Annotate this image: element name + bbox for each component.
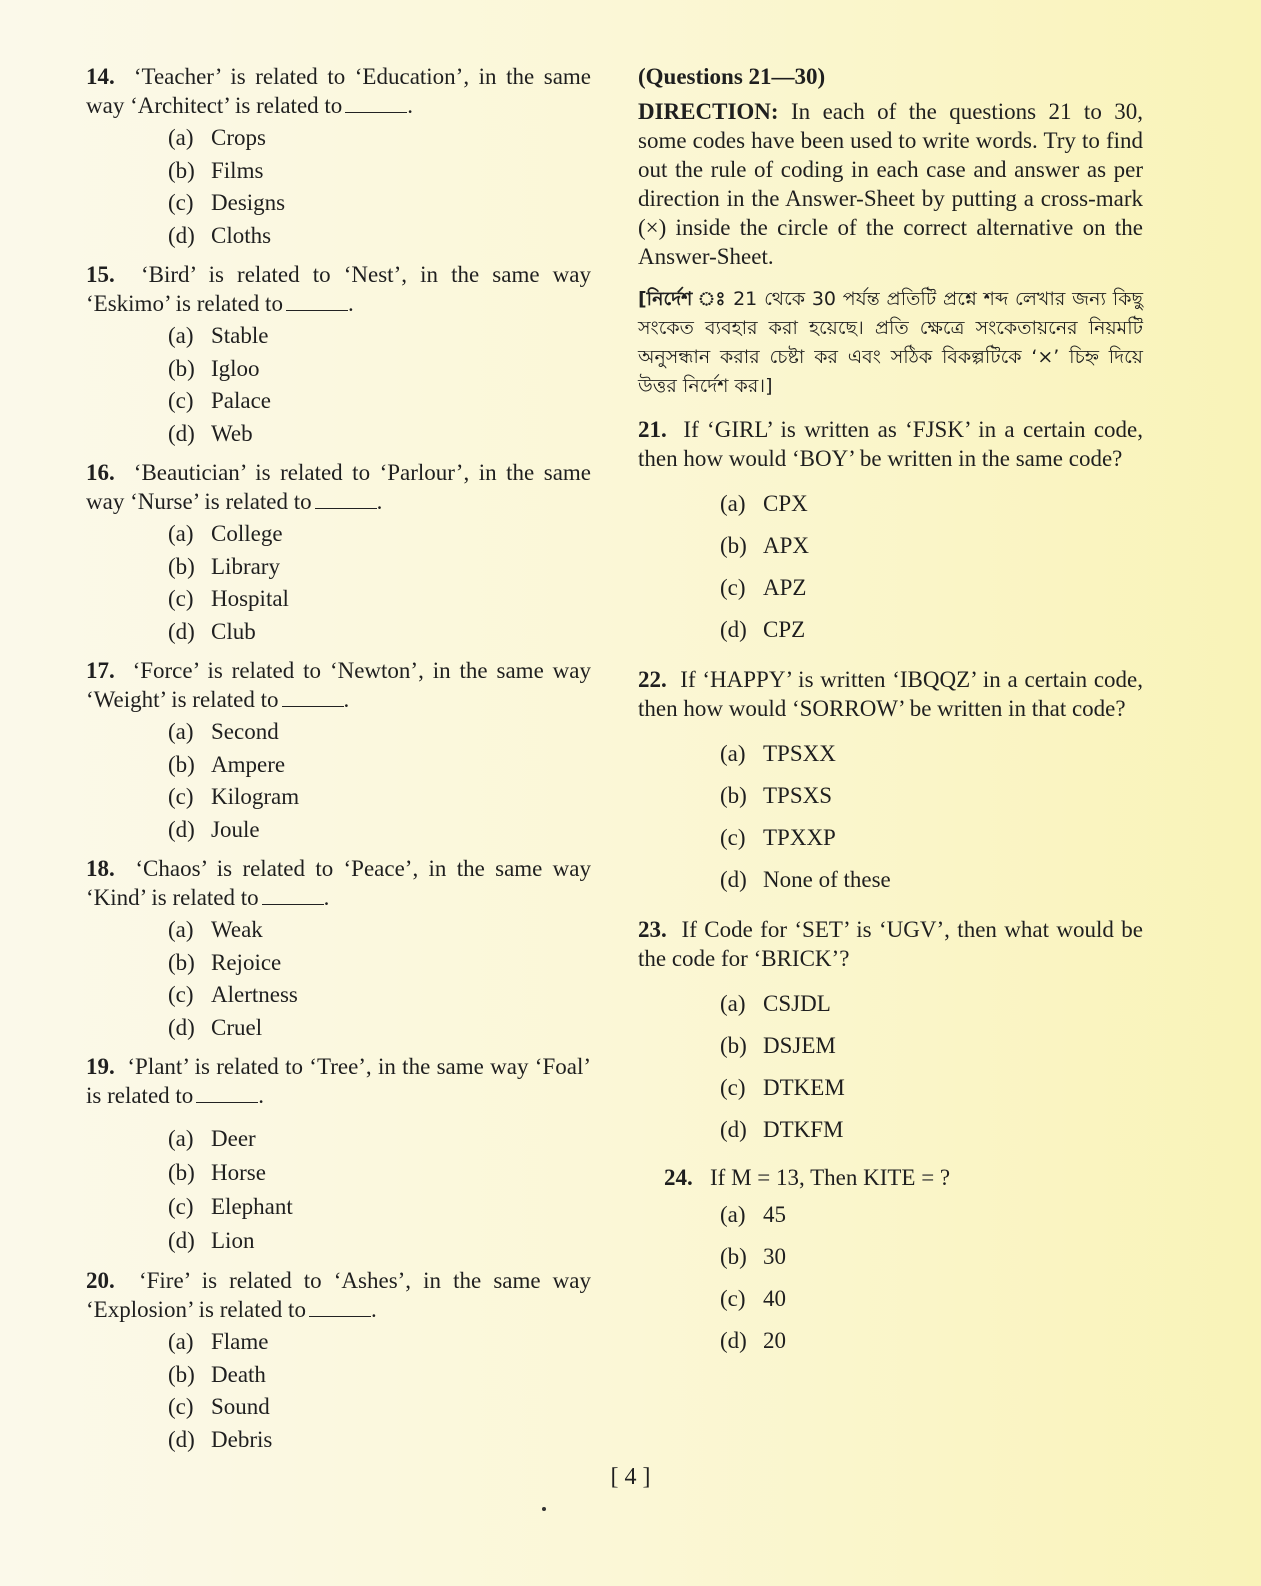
option: (c) TPXXP [720, 825, 836, 850]
options-list [168, 716, 591, 846]
options-list [720, 733, 1143, 901]
option: (a) CSJDL [720, 991, 831, 1016]
question-text: ‘Chaos’ is related to ‘Peace’, in the same way ‘Kind’ is related to [86, 856, 592, 910]
question-14: 14. ‘Teacher’ is related to ‘Education’, in the same way ‘Architect’ is related to . (a) Crops (b) Films (c) Designs (d) Cloths [86, 62, 591, 252]
option: (a) Stable [168, 323, 269, 348]
options-list [168, 914, 591, 1044]
options-list [720, 483, 1143, 651]
question-text: If ‘HAPPY’ is written ‘IBQQZ’ in a certain code, then how would ‘SORROW’ be written in that code? [638, 667, 1144, 721]
direction-text: DIRECTION: In each of the questions 21 to 30, some codes have been used to write words. Try to find out the rule of coding in each case and answer as per direction in the Answer-Sheet by putting a cross-mark (×) inside the circle of the correct alternative on the Answer-Sheet. [638, 99, 1143, 269]
question-15: 15. ‘Bird’ is related to ‘Nest’, in the same way ‘Eskimo’ is related to . (a) Stable (b) Igloo (c) Palace (d) Web [86, 260, 591, 450]
question-text: ‘Fire’ is related to ‘Ashes’, in the same way ‘Explosion’ is related to [86, 1268, 591, 1322]
option: (c) Hospital [168, 586, 289, 611]
question-text: If M = 13, Then KITE = ? [710, 1165, 951, 1190]
option: (d) Cruel [168, 1014, 263, 1040]
option: (d) Club [168, 618, 256, 644]
option: (b) Ampere [168, 751, 286, 777]
option: (a) 45 [720, 1202, 786, 1227]
option: (a) Second [168, 719, 279, 744]
option: (c) Sound [168, 1394, 270, 1419]
option: (a) TPSXX [720, 741, 836, 766]
option: (c) Alertness [168, 982, 298, 1007]
options-list [720, 1194, 1143, 1362]
question-17: 17. ‘Force’ is related to ‘Newton’, in the same way ‘Weight’ is related to . (a) Second (b) Ampere (c) Kilogram (d) Joule [86, 656, 591, 846]
question-20: 20. ‘Fire’ is related to ‘Ashes’, in the same way ‘Explosion’ is related to . (a) Flame (b) Death (c) Sound (d) Debris [86, 1266, 591, 1456]
option: (b) Igloo [168, 355, 260, 381]
option: (c) Kilogram [168, 784, 300, 809]
options-list [168, 320, 591, 450]
question-text: If ‘GIRL’ is written as ‘FJSK’ in a certain code, then how would ‘BOY’ be written in the same code? [638, 417, 1144, 471]
question-18: 18. ‘Chaos’ is related to ‘Peace’, in the same way ‘Kind’ is related to . (a) Weak (b) Rejoice (c) Alertness (d) Cruel [86, 854, 591, 1044]
option: (c) 40 [720, 1286, 786, 1311]
section-heading: (Questions 21—30) [638, 64, 826, 89]
answer-blank [286, 309, 348, 311]
option: (c) Designs [168, 190, 286, 215]
option: (d) None of these [720, 867, 891, 892]
decorative-dot [542, 1507, 546, 1511]
question-21 [638, 415, 1143, 651]
question-number: 24. [664, 1165, 693, 1190]
question-text: ‘Teacher’ is related to ‘Education’, in the same way ‘Architect’ is related to [86, 64, 591, 118]
option: (c) Palace [168, 388, 272, 413]
page-number: [ 4 ] [610, 1464, 651, 1490]
option: (d) DTKFM [720, 1117, 844, 1142]
option: (d) 20 [720, 1328, 786, 1353]
option: (b) Horse [168, 1160, 266, 1185]
question-number: 14. [86, 64, 115, 89]
option: (b) APX [720, 533, 810, 558]
option: (a) Crops [168, 125, 266, 150]
question-number: 21. [638, 417, 667, 442]
question-text: If Code for ‘SET’ is ‘UGV’, then what would be the code for ‘BRICK’? [638, 917, 1143, 971]
option: (a) Weak [168, 917, 263, 942]
question-number: 23. [638, 917, 667, 942]
options-list [720, 983, 1143, 1151]
answer-blank [315, 507, 377, 509]
option: (d) Web [168, 420, 253, 446]
options-list [168, 1122, 591, 1258]
option: (d) Debris [168, 1426, 273, 1452]
question-text: ‘Plant’ is related to ‘Tree’, in the same way ‘Foal’ is related to [86, 1054, 591, 1108]
question-number: 16. [86, 460, 115, 485]
question-number: 20. [86, 1268, 115, 1293]
option: (a) Flame [168, 1329, 269, 1354]
question-19: 19. ‘Plant’ is related to ‘Tree’, in the same way ‘Foal’ is related to . (a) Deer (b) Horse (c) Elephant (d) Lion [86, 1052, 591, 1258]
question-number: 18. [86, 856, 115, 881]
option: (b) TPSXS [720, 783, 833, 808]
option: (a) Deer [168, 1126, 256, 1151]
answer-blank [196, 1101, 258, 1103]
option: (a) College [168, 521, 283, 546]
option: (c) DTKEM [720, 1075, 845, 1100]
question-text: ‘Force’ is related to ‘Newton’, in the same way ‘Weight’ is related to [86, 658, 592, 712]
right-column [638, 62, 1143, 1376]
answer-blank [282, 705, 344, 707]
question-number: 17. [86, 658, 115, 683]
option: (d) Joule [168, 816, 260, 842]
question-number: 15. [86, 262, 115, 287]
option: (b) Rejoice [168, 949, 282, 975]
bengali-label: [নির্দেশ ঃ [638, 288, 727, 310]
answer-blank [309, 1315, 371, 1317]
question-23 [638, 915, 1143, 1151]
question-24 [638, 1163, 1143, 1362]
answer-blank [262, 903, 324, 905]
option: (d) CPZ [720, 617, 806, 642]
option: (d) Cloths [168, 222, 272, 248]
option: (c) APZ [720, 575, 807, 600]
options-list [168, 518, 591, 648]
options-list [168, 1326, 591, 1456]
option: (b) Library [168, 553, 280, 579]
option: (b) Death [168, 1361, 266, 1387]
question-text: ‘Bird’ is related to ‘Nest’, in the same way ‘Eskimo’ is related to [86, 262, 591, 316]
option: (a) CPX [720, 491, 808, 516]
answer-blank [345, 111, 407, 113]
bengali-direction: [নির্দেশ ঃ 21 থেকে 30 পর্যন্ত প্রতিটি প্রশ্নে শব্দ লেখার জন্য কিছু সংকেত ব্যবহার করা হয়েছে। প্রতি ক্ষেত্রে সংকেতায়নের নিয়মটি অনুসন্ধান করার চেষ্টা কর এবং সঠিক বিকল্পটিকে ‘×’ চিহ্ন দিয়ে উত্তর নির্দেশ কর।] [638, 288, 1144, 397]
option: (d) Lion [168, 1228, 255, 1253]
question-number: 22. [638, 667, 667, 692]
options-list [168, 122, 591, 252]
option: (c) Elephant [168, 1194, 293, 1219]
question-22 [638, 665, 1143, 901]
question-16: 16. ‘Beautician’ is related to ‘Parlour’, in the same way ‘Nurse’ is related to . (a) College (b) Library (c) Hospital (d) Club [86, 458, 591, 648]
question-number: 19. [86, 1054, 115, 1079]
option: (b) 30 [720, 1244, 786, 1269]
direction-label: DIRECTION: [638, 99, 779, 124]
question-text: ‘Beautician’ is related to ‘Parlour’, in the same way ‘Nurse’ is related to [86, 460, 591, 514]
left-column [86, 62, 591, 1464]
option: (b) Films [168, 157, 264, 183]
option: (b) DSJEM [720, 1033, 836, 1058]
